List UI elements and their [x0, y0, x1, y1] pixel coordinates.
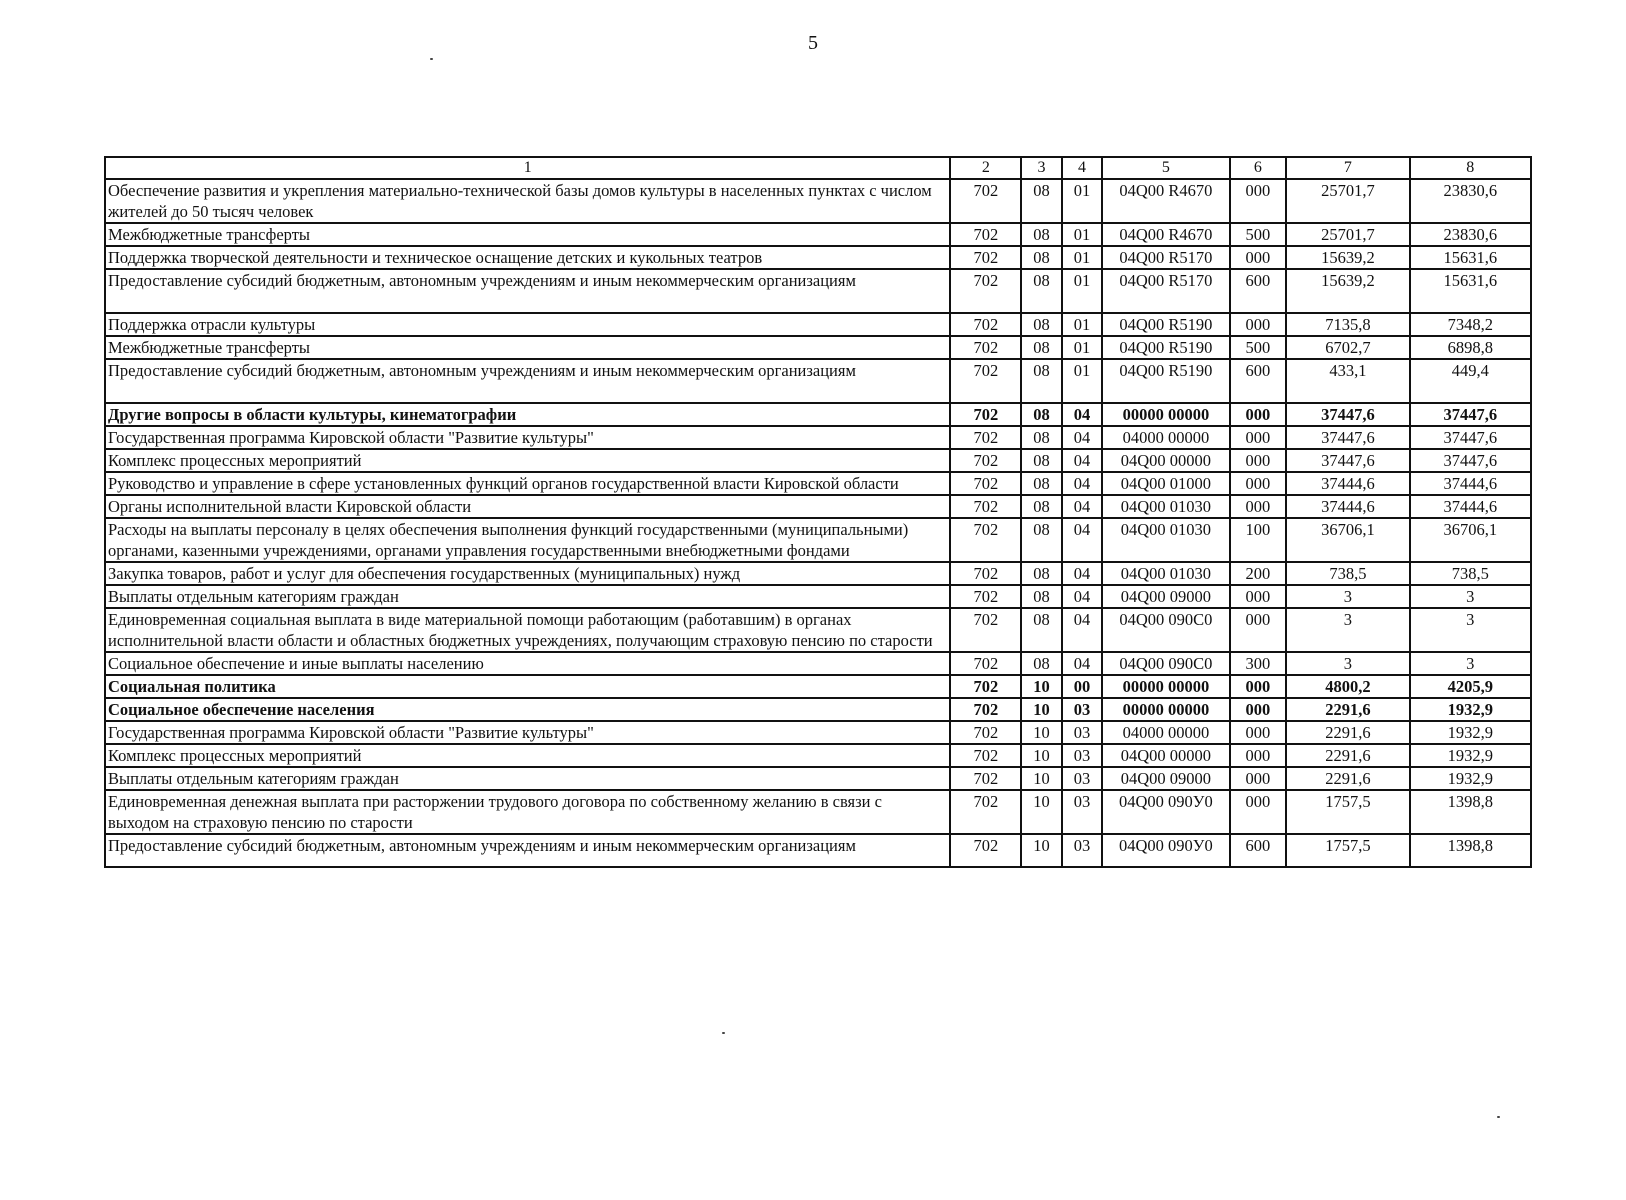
amount-year-2-cell: 1398,8: [1410, 790, 1531, 834]
subsection-code-cell: 00: [1062, 675, 1102, 698]
table-row: [105, 269, 1531, 313]
subsection-code-cell: 04: [1062, 585, 1102, 608]
target-article-code-cell: 04Q00 01030: [1102, 495, 1229, 518]
section-code-cell: 10: [1021, 790, 1061, 834]
subsection-code-cell: 04: [1062, 608, 1102, 652]
expense-type-code-cell: 000: [1230, 721, 1287, 744]
subsection-code-cell: 01: [1062, 179, 1102, 223]
subsection-code-cell: 04: [1062, 472, 1102, 495]
section-code-cell: 08: [1021, 449, 1061, 472]
department-code-cell: 702: [950, 269, 1021, 313]
amount-year-1-cell: 3: [1286, 652, 1409, 675]
section-code-cell: 08: [1021, 179, 1061, 223]
table-row: [105, 608, 1531, 652]
section-code-cell: 08: [1021, 562, 1061, 585]
department-code-cell: 702: [950, 472, 1021, 495]
column-header-5: 5: [1102, 157, 1229, 179]
row-name-cell: Комплекс процессных мероприятий: [105, 449, 950, 472]
expense-type-code-cell: 000: [1230, 449, 1287, 472]
expense-type-code-cell: 000: [1230, 698, 1287, 721]
amount-year-2-cell: 15631,6: [1410, 269, 1531, 313]
amount-year-2-cell: 4205,9: [1410, 675, 1531, 698]
target-article-code-cell: 04Q00 01030: [1102, 562, 1229, 585]
department-code-cell: 702: [950, 608, 1021, 652]
expense-type-code-cell: 000: [1230, 246, 1287, 269]
department-code-cell: 702: [950, 721, 1021, 744]
table-row: [105, 449, 1531, 472]
section-code-cell: 08: [1021, 313, 1061, 336]
target-article-code-cell: 04Q00 00000: [1102, 744, 1229, 767]
amount-year-1-cell: 2291,6: [1286, 698, 1409, 721]
expense-type-code-cell: 000: [1230, 585, 1287, 608]
department-code-cell: 702: [950, 585, 1021, 608]
row-name-cell: Государственная программа Кировской области "Развитие культуры": [105, 426, 950, 449]
table-row: [105, 585, 1531, 608]
row-name-cell: Единовременная социальная выплата в виде материальной помощи работающим (работавшим) в органах исполнительной власти области и областных бюджетных учреждениях, получающим страховую пенсию по старости: [105, 608, 950, 652]
column-header-3: 3: [1021, 157, 1061, 179]
expense-type-code-cell: 100: [1230, 518, 1287, 562]
expense-type-code-cell: 000: [1230, 426, 1287, 449]
target-article-code-cell: 04000 00000: [1102, 721, 1229, 744]
target-article-code-cell: 00000 00000: [1102, 675, 1229, 698]
amount-year-1-cell: 37444,6: [1286, 495, 1409, 518]
target-article-code-cell: 04Q00 01000: [1102, 472, 1229, 495]
department-code-cell: 702: [950, 767, 1021, 790]
department-code-cell: 702: [950, 790, 1021, 834]
amount-year-2-cell: 3: [1410, 652, 1531, 675]
department-code-cell: 702: [950, 359, 1021, 403]
table-row: [105, 518, 1531, 562]
amount-year-1-cell: 25701,7: [1286, 179, 1409, 223]
target-article-code-cell: 04Q00 R5190: [1102, 336, 1229, 359]
target-article-code-cell: 04Q00 R5190: [1102, 359, 1229, 403]
amount-year-2-cell: 36706,1: [1410, 518, 1531, 562]
amount-year-1-cell: 4800,2: [1286, 675, 1409, 698]
amount-year-2-cell: 3: [1410, 608, 1531, 652]
row-name-cell: Выплаты отдельным категориям граждан: [105, 767, 950, 790]
section-code-cell: 08: [1021, 472, 1061, 495]
row-name-cell: Предоставление субсидий бюджетным, автономным учреждениям и иным некоммерческим организациям: [105, 269, 950, 313]
target-article-code-cell: 04Q00 R4670: [1102, 223, 1229, 246]
table-row: [105, 472, 1531, 495]
subsection-code-cell: 01: [1062, 313, 1102, 336]
table-row: [105, 313, 1531, 336]
expense-type-code-cell: 600: [1230, 269, 1287, 313]
expense-type-code-cell: 000: [1230, 472, 1287, 495]
target-article-code-cell: 00000 00000: [1102, 698, 1229, 721]
amount-year-1-cell: 37447,6: [1286, 426, 1409, 449]
amount-year-1-cell: 1757,5: [1286, 790, 1409, 834]
expense-type-code-cell: 000: [1230, 790, 1287, 834]
subsection-code-cell: 04: [1062, 495, 1102, 518]
target-article-code-cell: 04Q00 09000: [1102, 585, 1229, 608]
section-code-cell: 08: [1021, 269, 1061, 313]
row-name-cell: Расходы на выплаты персоналу в целях обеспечения выполнения функций государственными (муниципальными) органами, казенными учреждениями, органами управления государственными внебюджетными фондами: [105, 518, 950, 562]
section-code-cell: 08: [1021, 403, 1061, 426]
table-row: [105, 834, 1531, 867]
row-name-cell: Социальное обеспечение и иные выплаты населению: [105, 652, 950, 675]
department-code-cell: 702: [950, 675, 1021, 698]
department-code-cell: 702: [950, 834, 1021, 867]
subsection-code-cell: 04: [1062, 518, 1102, 562]
section-code-cell: 08: [1021, 495, 1061, 518]
department-code-cell: 702: [950, 223, 1021, 246]
department-code-cell: 702: [950, 313, 1021, 336]
department-code-cell: 702: [950, 179, 1021, 223]
expense-type-code-cell: 000: [1230, 767, 1287, 790]
row-name-cell: Государственная программа Кировской области "Развитие культуры": [105, 721, 950, 744]
table-row: [105, 652, 1531, 675]
expense-type-code-cell: 200: [1230, 562, 1287, 585]
department-code-cell: 702: [950, 246, 1021, 269]
subsection-code-cell: 04: [1062, 652, 1102, 675]
department-code-cell: 702: [950, 518, 1021, 562]
department-code-cell: 702: [950, 495, 1021, 518]
column-header-1: 1: [105, 157, 950, 179]
amount-year-1-cell: 433,1: [1286, 359, 1409, 403]
section-code-cell: 08: [1021, 223, 1061, 246]
expense-type-code-cell: 300: [1230, 652, 1287, 675]
target-article-code-cell: 00000 00000: [1102, 403, 1229, 426]
amount-year-1-cell: 1757,5: [1286, 834, 1409, 867]
target-article-code-cell: 04Q00 00000: [1102, 449, 1229, 472]
target-article-code-cell: 04Q00 090У0: [1102, 790, 1229, 834]
subsection-code-cell: 03: [1062, 834, 1102, 867]
column-header-8: 8: [1410, 157, 1531, 179]
row-name-cell: Межбюджетные трансферты: [105, 223, 950, 246]
amount-year-1-cell: 738,5: [1286, 562, 1409, 585]
target-article-code-cell: 04Q00 090У0: [1102, 834, 1229, 867]
table-row: [105, 744, 1531, 767]
expense-type-code-cell: 000: [1230, 675, 1287, 698]
subsection-code-cell: 01: [1062, 269, 1102, 313]
amount-year-2-cell: 3: [1410, 585, 1531, 608]
row-name-cell: Поддержка отрасли культуры: [105, 313, 950, 336]
table-row: [105, 403, 1531, 426]
department-code-cell: 702: [950, 449, 1021, 472]
subsection-code-cell: 03: [1062, 698, 1102, 721]
amount-year-2-cell: 1932,9: [1410, 721, 1531, 744]
row-name-cell: Обеспечение развития и укрепления материально-технической базы домов культуры в населенных пунктах с числом жителей до 50 тысяч человек: [105, 179, 950, 223]
table-row: [105, 721, 1531, 744]
row-name-cell: Руководство и управление в сфере установленных функций органов государственной власти Кировской области: [105, 472, 950, 495]
section-code-cell: 10: [1021, 767, 1061, 790]
section-code-cell: 08: [1021, 359, 1061, 403]
section-code-cell: 10: [1021, 834, 1061, 867]
table-row: [105, 336, 1531, 359]
target-article-code-cell: 04000 00000: [1102, 426, 1229, 449]
target-article-code-cell: 04Q00 R4670: [1102, 179, 1229, 223]
target-article-code-cell: 04Q00 01030: [1102, 518, 1229, 562]
subsection-code-cell: 01: [1062, 223, 1102, 246]
row-name-cell: Другие вопросы в области культуры, кинематографии: [105, 403, 950, 426]
target-article-code-cell: 04Q00 R5190: [1102, 313, 1229, 336]
amount-year-2-cell: 7348,2: [1410, 313, 1531, 336]
column-header-2: 2: [950, 157, 1021, 179]
row-name-cell: Социальное обеспечение населения: [105, 698, 950, 721]
amount-year-2-cell: 738,5: [1410, 562, 1531, 585]
amount-year-2-cell: 6898,8: [1410, 336, 1531, 359]
budget-table: [104, 156, 1532, 868]
row-name-cell: Поддержка творческой деятельности и техническое оснащение детских и кукольных театров: [105, 246, 950, 269]
amount-year-2-cell: 37447,6: [1410, 403, 1531, 426]
amount-year-1-cell: 3: [1286, 608, 1409, 652]
amount-year-2-cell: 37447,6: [1410, 449, 1531, 472]
amount-year-2-cell: 37444,6: [1410, 495, 1531, 518]
subsection-code-cell: 03: [1062, 721, 1102, 744]
page-number: 5: [808, 32, 818, 54]
target-article-code-cell: 04Q00 R5170: [1102, 269, 1229, 313]
table-row: [105, 179, 1531, 223]
subsection-code-cell: 04: [1062, 403, 1102, 426]
amount-year-1-cell: 3: [1286, 585, 1409, 608]
subsection-code-cell: 01: [1062, 336, 1102, 359]
department-code-cell: 702: [950, 403, 1021, 426]
section-code-cell: 08: [1021, 518, 1061, 562]
table-header-row: [105, 157, 1531, 179]
expense-type-code-cell: 000: [1230, 495, 1287, 518]
expense-type-code-cell: 600: [1230, 359, 1287, 403]
expense-type-code-cell: 600: [1230, 834, 1287, 867]
amount-year-1-cell: 6702,7: [1286, 336, 1409, 359]
amount-year-1-cell: 2291,6: [1286, 721, 1409, 744]
department-code-cell: 702: [950, 562, 1021, 585]
department-code-cell: 702: [950, 744, 1021, 767]
target-article-code-cell: 04Q00 09000: [1102, 767, 1229, 790]
expense-type-code-cell: 000: [1230, 608, 1287, 652]
scan-speck: [1497, 1116, 1500, 1118]
section-code-cell: 10: [1021, 744, 1061, 767]
section-code-cell: 08: [1021, 652, 1061, 675]
section-code-cell: 08: [1021, 608, 1061, 652]
section-code-cell: 08: [1021, 336, 1061, 359]
amount-year-2-cell: 37444,6: [1410, 472, 1531, 495]
column-header-4: 4: [1062, 157, 1102, 179]
amount-year-2-cell: 15631,6: [1410, 246, 1531, 269]
row-name-cell: Социальная политика: [105, 675, 950, 698]
subsection-code-cell: 04: [1062, 449, 1102, 472]
table-row: [105, 698, 1531, 721]
section-code-cell: 08: [1021, 585, 1061, 608]
target-article-code-cell: 04Q00 R5170: [1102, 246, 1229, 269]
row-name-cell: Единовременная денежная выплата при расторжении трудового договора по собственному желанию в связи с выходом на страховую пенсию по старости: [105, 790, 950, 834]
expense-type-code-cell: 500: [1230, 336, 1287, 359]
subsection-code-cell: 01: [1062, 246, 1102, 269]
subsection-code-cell: 03: [1062, 767, 1102, 790]
subsection-code-cell: 01: [1062, 359, 1102, 403]
amount-year-2-cell: 1398,8: [1410, 834, 1531, 867]
department-code-cell: 702: [950, 652, 1021, 675]
amount-year-1-cell: 2291,6: [1286, 767, 1409, 790]
table-row: [105, 426, 1531, 449]
scan-speck: [430, 58, 433, 60]
table-row: [105, 562, 1531, 585]
section-code-cell: 08: [1021, 246, 1061, 269]
amount-year-1-cell: 15639,2: [1286, 246, 1409, 269]
amount-year-1-cell: 2291,6: [1286, 744, 1409, 767]
row-name-cell: Межбюджетные трансферты: [105, 336, 950, 359]
amount-year-1-cell: 15639,2: [1286, 269, 1409, 313]
table-row: [105, 246, 1531, 269]
table-row: [105, 359, 1531, 403]
amount-year-2-cell: 23830,6: [1410, 179, 1531, 223]
amount-year-1-cell: 7135,8: [1286, 313, 1409, 336]
amount-year-2-cell: 37447,6: [1410, 426, 1531, 449]
section-code-cell: 08: [1021, 426, 1061, 449]
subsection-code-cell: 04: [1062, 562, 1102, 585]
amount-year-2-cell: 1932,9: [1410, 744, 1531, 767]
table-row: [105, 223, 1531, 246]
row-name-cell: Выплаты отдельным категориям граждан: [105, 585, 950, 608]
table-row: [105, 790, 1531, 834]
department-code-cell: 702: [950, 698, 1021, 721]
department-code-cell: 702: [950, 336, 1021, 359]
subsection-code-cell: 03: [1062, 744, 1102, 767]
section-code-cell: 10: [1021, 675, 1061, 698]
table-row: [105, 495, 1531, 518]
section-code-cell: 10: [1021, 698, 1061, 721]
amount-year-1-cell: 37447,6: [1286, 403, 1409, 426]
table-row: [105, 767, 1531, 790]
amount-year-1-cell: 25701,7: [1286, 223, 1409, 246]
column-header-7: 7: [1286, 157, 1409, 179]
amount-year-1-cell: 37447,6: [1286, 449, 1409, 472]
column-header-6: 6: [1230, 157, 1287, 179]
table-body: [105, 179, 1531, 867]
subsection-code-cell: 04: [1062, 426, 1102, 449]
expense-type-code-cell: 000: [1230, 313, 1287, 336]
expense-type-code-cell: 000: [1230, 744, 1287, 767]
amount-year-2-cell: 1932,9: [1410, 698, 1531, 721]
scan-speck: [722, 1032, 725, 1034]
row-name-cell: Органы исполнительной власти Кировской области: [105, 495, 950, 518]
expense-type-code-cell: 000: [1230, 403, 1287, 426]
row-name-cell: Закупка товаров, работ и услуг для обеспечения государственных (муниципальных) нужд: [105, 562, 950, 585]
row-name-cell: Комплекс процессных мероприятий: [105, 744, 950, 767]
amount-year-1-cell: 36706,1: [1286, 518, 1409, 562]
table-row: [105, 675, 1531, 698]
expense-type-code-cell: 500: [1230, 223, 1287, 246]
target-article-code-cell: 04Q00 090С0: [1102, 608, 1229, 652]
amount-year-1-cell: 37444,6: [1286, 472, 1409, 495]
row-name-cell: Предоставление субсидий бюджетным, автономным учреждениям и иным некоммерческим организациям: [105, 359, 950, 403]
expense-type-code-cell: 000: [1230, 179, 1287, 223]
target-article-code-cell: 04Q00 090С0: [1102, 652, 1229, 675]
subsection-code-cell: 03: [1062, 790, 1102, 834]
department-code-cell: 702: [950, 426, 1021, 449]
section-code-cell: 10: [1021, 721, 1061, 744]
amount-year-2-cell: 449,4: [1410, 359, 1531, 403]
row-name-cell: Предоставление субсидий бюджетным, автономным учреждениям и иным некоммерческим организациям: [105, 834, 950, 867]
amount-year-2-cell: 1932,9: [1410, 767, 1531, 790]
amount-year-2-cell: 23830,6: [1410, 223, 1531, 246]
